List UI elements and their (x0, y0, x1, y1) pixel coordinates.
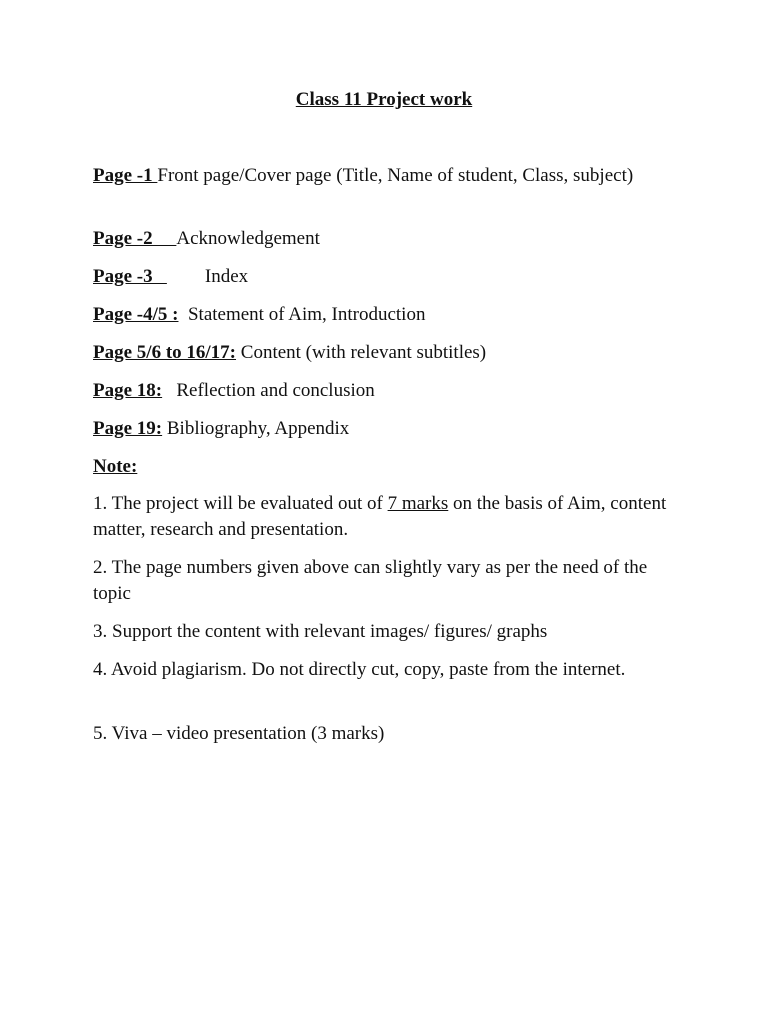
page-entry-3 (93, 264, 683, 290)
page-entry-2 (93, 226, 683, 252)
note-item-5: 5. Viva – video presentation (3 marks) (93, 723, 385, 744)
page-label: Page 19: (93, 418, 163, 439)
page-entry-4-5 (93, 302, 683, 328)
page-entry-content (93, 340, 683, 366)
page-label: Page -2 (93, 228, 177, 249)
page-description: Acknowledgement (176, 228, 320, 249)
page-description: Bibliography, Appendix (162, 418, 350, 439)
note-heading-label: Note: (93, 456, 138, 477)
note-item-2: 2. The page numbers given above can slightly vary as per the need of the topic (93, 557, 648, 604)
page-label: Page 5/6 to 16/17: (93, 342, 237, 363)
page-entry-18 (93, 378, 683, 404)
page-description: Reflection and conclusion (162, 380, 375, 401)
page-label: Page -4/5 : (93, 304, 179, 325)
page-title: Class 11 Project work (295, 89, 473, 110)
page-entry-19 (93, 416, 683, 442)
page-entry-1 (93, 163, 683, 189)
page-label: Page 18: (93, 380, 163, 401)
note-text-continued: on the basis of Aim, content matter, research and presentation. (93, 493, 667, 540)
note-item-3: 3. Support the content with relevant images/ figures/ graphs (93, 621, 548, 642)
note-item-1 (93, 491, 683, 543)
page-description: Front page/Cover page (Title, Name of student, Class, subject) (157, 165, 634, 186)
page-description: Content (with relevant subtitles) (236, 342, 487, 363)
page-label: Page -3 (93, 266, 167, 287)
marks-highlight: 7 marks (387, 493, 449, 514)
note-item-4: 4. Avoid plagiarism. Do not directly cut, copy, paste from the internet. (93, 659, 626, 680)
page-label: Page -1 (93, 165, 158, 186)
note-heading (93, 454, 683, 480)
note-text: 1. The project will be evaluated out of (93, 493, 388, 514)
page-description: Index (166, 266, 249, 287)
page-description: Statement of Aim, Introduction (178, 304, 426, 325)
